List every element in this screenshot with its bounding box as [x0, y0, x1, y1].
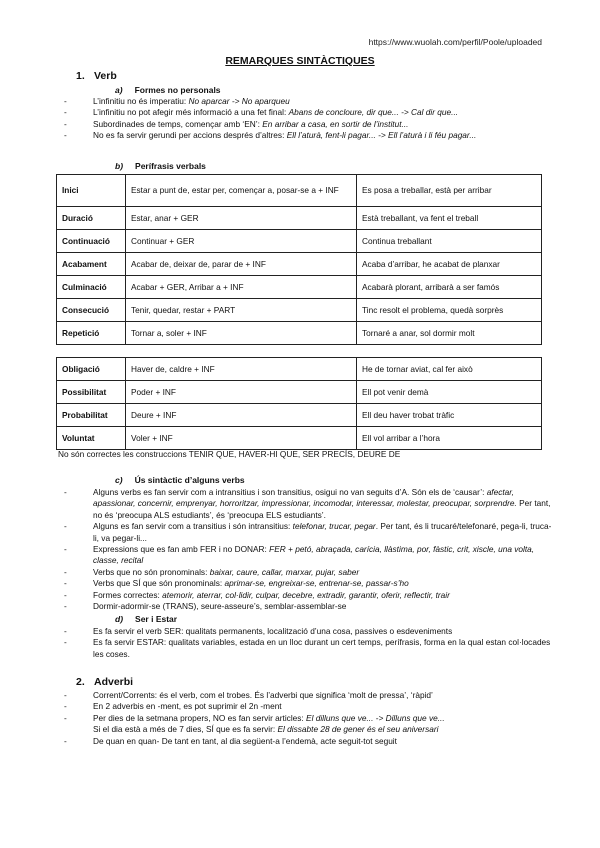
table-cell-structure: Deure + INF	[126, 404, 357, 427]
table-row	[57, 381, 542, 404]
table-row	[57, 427, 542, 450]
list-item	[60, 578, 552, 589]
list-item	[60, 130, 552, 141]
table-cell-structure: Estar, anar + GER	[126, 207, 357, 230]
list-item	[60, 626, 552, 637]
list-item-text: Verbs que no són pronominals:	[93, 566, 210, 577]
list-item	[60, 701, 552, 712]
list-us-sintactic	[60, 487, 552, 612]
table-row	[57, 322, 542, 345]
list-item-text: Verbs que SÍ que són pronominals:	[93, 578, 225, 589]
subsection-c-heading: c) Ús sintàctic d’alguns verbs	[115, 475, 245, 485]
table-cell-structure: Voler + INF	[126, 427, 357, 450]
list-item-text: afectar, apassionar, concernir, emprenyar, horroritzar, impressionar, incomodar, interessar, molestar, preocupar, sorprendre.	[93, 487, 517, 509]
table-cell-type: Culminació	[57, 276, 126, 299]
table-cell-example: Acabarà plorant, arribarà a ser famós	[357, 276, 542, 299]
list-item-text: En 2 adverbis en -ment, es pot suprimir el 2n -ment	[93, 701, 282, 712]
table-cell-type: Probabilitat	[57, 404, 126, 427]
periphrasis-table-1	[56, 174, 542, 345]
list-item-text: Es fa servir el verb SER: qualitats permanents, localització d’una cosa, passives o esdeveniments	[93, 626, 453, 636]
table-cell-structure: Continuar + GER	[126, 230, 357, 253]
list-item-text: El dilluns que ve... -> Dilluns que ve...	[306, 712, 445, 723]
list-item-text: . Per tant, és li trucaré/telefonaré, pega-li, truca-li, va pegar-li...	[93, 521, 552, 543]
table-cell-structure: Tornar a, soler + INF	[126, 322, 357, 345]
list-item	[60, 690, 552, 701]
list-item-text: baixar, caure, callar, marxar, pujar, saber	[209, 566, 360, 577]
list-item	[60, 521, 552, 544]
table-cell-structure: Tenir, quedar, restar + PART	[126, 299, 357, 322]
list-item-text: En arribar a casa, en sortir de l’institut...	[262, 118, 409, 129]
list-item-text: Subordinades de temps, començar amb ‘EN’:	[93, 118, 263, 129]
table-row	[57, 299, 542, 322]
list-item	[60, 567, 552, 578]
list-adverbi	[60, 690, 552, 747]
table-cell-type: Voluntat	[57, 427, 126, 450]
table-cell-example: Continua treballant	[357, 230, 542, 253]
table-cell-example: Tinc resolt el problema, quedà sorprès	[357, 299, 542, 322]
list-item-text: No aparcar -> No aparqueu	[188, 96, 290, 106]
list-item-text: L’infinitiu no pot afegir més informació a una fet final:	[93, 107, 289, 118]
section-2-heading: 2. Adverbi	[76, 676, 134, 688]
list-item-text: Corrent/Corrents: és el verb, com el trobes. És l’adverbi que significa ‘molt de pressa’, ‘ràpid’	[93, 690, 433, 700]
list-item	[60, 119, 552, 130]
list-item-text: Alguns verbs es fan servir com a intransitius i son transitius, osigui no van seguits d’A. Són els de ‘causar’:	[93, 487, 487, 497]
list-formes-no-personals	[60, 96, 552, 142]
table-cell-type: Repetició	[57, 322, 126, 345]
subsection-b-heading: b) Perífrasis verbals	[115, 161, 206, 171]
table-cell-type: Consecució	[57, 299, 126, 322]
table-cell-type: Acabament	[57, 253, 126, 276]
table-row	[57, 358, 542, 381]
table-row	[57, 207, 542, 230]
list-item	[60, 601, 552, 612]
list-item	[60, 96, 552, 107]
list-item-text: De quan en quan- De tant en tant, al dia següent-a l’endemà, acte seguit-tot seguit	[93, 735, 397, 746]
list-item	[60, 637, 552, 660]
list-item-text: Per tant, no és ‘preocupa ALS estudiants’, és ‘preocupa ELS estudiants’.	[93, 498, 551, 520]
list-item-text: El dissabte 28 de gener és el seu aniversari	[277, 724, 439, 735]
table-cell-example: Ell pot venir demà	[357, 381, 542, 404]
list-item-text: Es fa servir ESTAR: qualitats variables, estada en un lloc durant un cert temps, perífrasis, forma en la qual estan col·locades les coses.	[93, 637, 551, 659]
periphrasis-table-2	[56, 357, 542, 450]
table-cell-structure: Estar a punt de, estar per, començar a, posar-se a + INF	[126, 175, 357, 207]
table-cell-structure: Haver de, caldre + INF	[126, 358, 357, 381]
list-item-text: Formes correctes:	[93, 589, 163, 600]
list-item-text: Dormir-adormir-se (TRANS), seure-asseure’s, semblar-assemblar-se	[93, 601, 347, 612]
list-item	[60, 713, 552, 736]
table-cell-structure: Acabar de, deixar de, parar de + INF	[126, 253, 357, 276]
page-title: REMARQUES SINTÀCTIQUES	[225, 55, 375, 67]
list-item-text: Abans de concloure, dir que... -> Cal dir que...	[288, 107, 459, 118]
table-cell-type: Duració	[57, 207, 126, 230]
list-item-text: Alguns es fan servir com a transitius i són intransitius:	[93, 521, 293, 532]
list-item	[60, 107, 552, 118]
list-item-text: Ell l’aturà, fent-li pagar... -> Ell l’aturà i li féu pagar...	[286, 130, 477, 141]
list-ser-estar	[60, 626, 552, 660]
table-cell-example: Acaba d’arribar, he acabat de planxar	[357, 253, 542, 276]
list-item	[60, 544, 552, 567]
table-row	[57, 253, 542, 276]
source-url[interactable]: https://www.wuolah.com/perfil/Poole/uploaded	[368, 37, 542, 47]
table-row	[57, 276, 542, 299]
list-item-text: aprimar-se, engreixar-se, entrenar-se, passar-s’ho	[224, 578, 409, 589]
list-item-text: atemorir, aterrar, col·lidir, culpar, decebre, extradir, garantir, oferir, reflectir, trair	[162, 589, 450, 600]
list-item-text: No es fa servir gerundi per accions després d’altres:	[93, 130, 287, 141]
list-item-text: L’infinitiu no és imperatiu:	[93, 96, 189, 106]
table-cell-structure: Poder + INF	[126, 381, 357, 404]
table-cell-type: Obligació	[57, 358, 126, 381]
periphrasis-note: No són correctes les construccions TENIR QUE, HAVER-HI QUE, SER PRECÍS, DEURE DE	[58, 449, 401, 459]
subsection-d-heading: d) Ser i Estar	[115, 614, 178, 624]
table-row	[57, 175, 542, 207]
table-row	[57, 230, 542, 253]
table-cell-example: Ell vol arribar a l’hora	[357, 427, 542, 450]
table-cell-type: Inici	[57, 175, 126, 207]
table-row	[57, 404, 542, 427]
table-cell-example: He de tornar aviat, cal fer això	[357, 358, 542, 381]
list-item-text: Expressions que es fan amb FER i no DONAR:	[93, 544, 270, 555]
subsection-a-heading: a) Formes no personals	[115, 85, 221, 95]
list-item-text: Per dies de la setmana propers, NO es fan servir articles:	[93, 712, 307, 723]
list-item-text: Si el dia està a més de 7 dies, SÍ que es fa servir:	[93, 724, 278, 735]
list-item	[60, 487, 552, 521]
table-cell-example: Tornaré a anar, sol dormir molt	[357, 322, 542, 345]
list-item-text: FER + petó, abraçada, carícia, llàstima, por, fàstic, crit, xiscle, una volta, classe, recital	[93, 544, 535, 566]
list-item	[60, 736, 552, 747]
list-item-text: telefonar, trucar, pegar	[292, 521, 376, 532]
table-cell-type: Possibilitat	[57, 381, 126, 404]
table-cell-example: Ell deu haver trobat tràfic	[357, 404, 542, 427]
table-cell-example: Està treballant, va fent el treball	[357, 207, 542, 230]
table-cell-example: Es posa a treballar, està per arribar	[357, 175, 542, 207]
table-cell-type: Continuació	[57, 230, 126, 253]
table-cell-structure: Acabar + GER, Arribar a + INF	[126, 276, 357, 299]
list-item	[60, 590, 552, 601]
section-1-heading: 1. Verb	[76, 70, 117, 82]
